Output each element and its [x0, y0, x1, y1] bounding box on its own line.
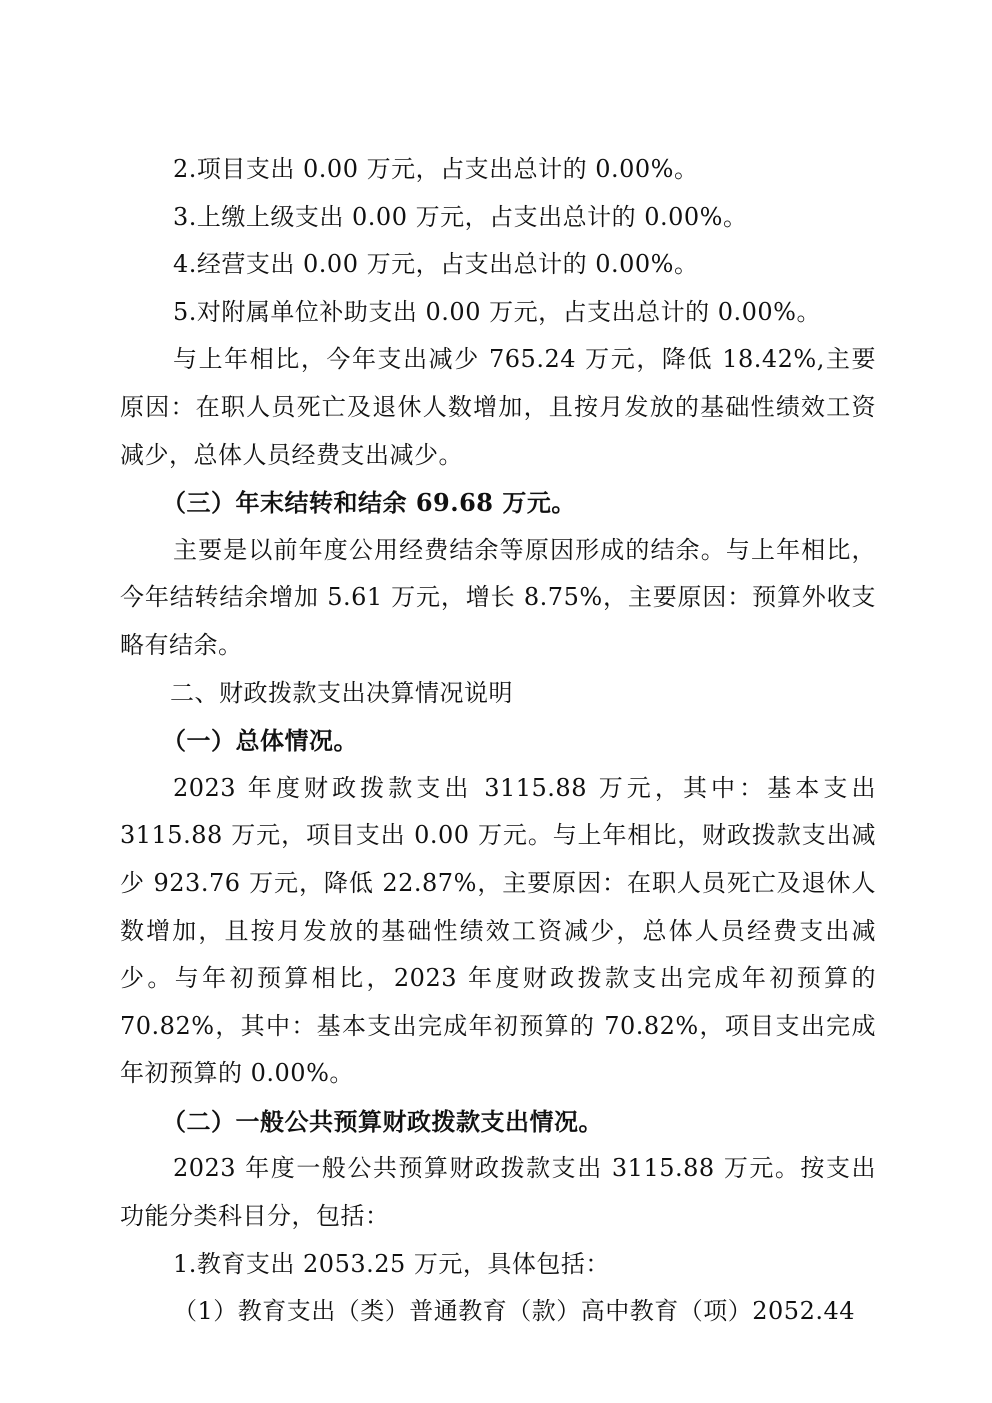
- paragraph-general-public-budget: 2023 年度一般公共预算财政拨款支出 3115.88 万元。按支出功能分类科目分，包括：: [120, 1154, 876, 1231]
- item-operating-expenditure: 4.经营支出 0.00 万元，占支出总计的 0.00%。: [173, 250, 699, 279]
- paragraph-balance-explanation: 主要是以前年度公用经费结余等原因形成的结余。与上年相比，今年结转结余增加 5.61 万元，增长 8.75%，主要原因：预算外收支略有结余。: [120, 535, 876, 659]
- section-title-fiscal-appropriation: 二、财政拨款支出决算情况说明: [170, 678, 513, 707]
- document-body: [120, 146, 876, 1336]
- paragraph-expenditure-comparison: 与上年相比，今年支出减少 765.24 万元，降低 18.42%,主要原因：在职人员死亡及退休人数增加，且按月发放的基础性绩效工资减少，总体人员经费支出减少。: [120, 345, 876, 469]
- heading-year-end-balance: （三）年末结转和结余 69.68 万元。: [162, 488, 576, 518]
- item-project-expenditure: 2.项目支出 0.00 万元，占支出总计的 0.00%。: [173, 155, 699, 183]
- heading-overall-situation: （一）总体情况。: [162, 726, 358, 756]
- item-high-school-education: （1）教育支出（类）普通教育（款）高中教育（项）2052.44: [173, 1297, 856, 1326]
- item-subsidiary-subsidy-expenditure: 5.对附属单位补助支出 0.00 万元，占支出总计的 0.00%。: [173, 297, 821, 326]
- heading-general-public-budget: （二）一般公共预算财政拨款支出情况。: [162, 1106, 603, 1136]
- item-remit-superior-expenditure: 3.上缴上级支出 0.00 万元，占支出总计的 0.00%。: [173, 202, 748, 231]
- paragraph-overall-situation: 2023 年度财政拨款支出 3115.88 万元，其中：基本支出3115.88 万元，项目支出 0.00 万元。与上年相比，财政拨款支出减少 923.76 万元，降低 22.87%，主要原因：在职人员死亡及退休人数增加，且按月发放的基础性绩效工资减少，总体人员经费支出减少。与年初预算相比，2023 年度财政拨款支出完成年初预算的 70.82%，其中：基本支出完成年初预算的 70.82%，项目支出完成年初预算的 0.00%。: [120, 773, 876, 1088]
- item-education-expenditure: 1.教育支出 2053.25 万元，具体包括：: [173, 1249, 610, 1278]
